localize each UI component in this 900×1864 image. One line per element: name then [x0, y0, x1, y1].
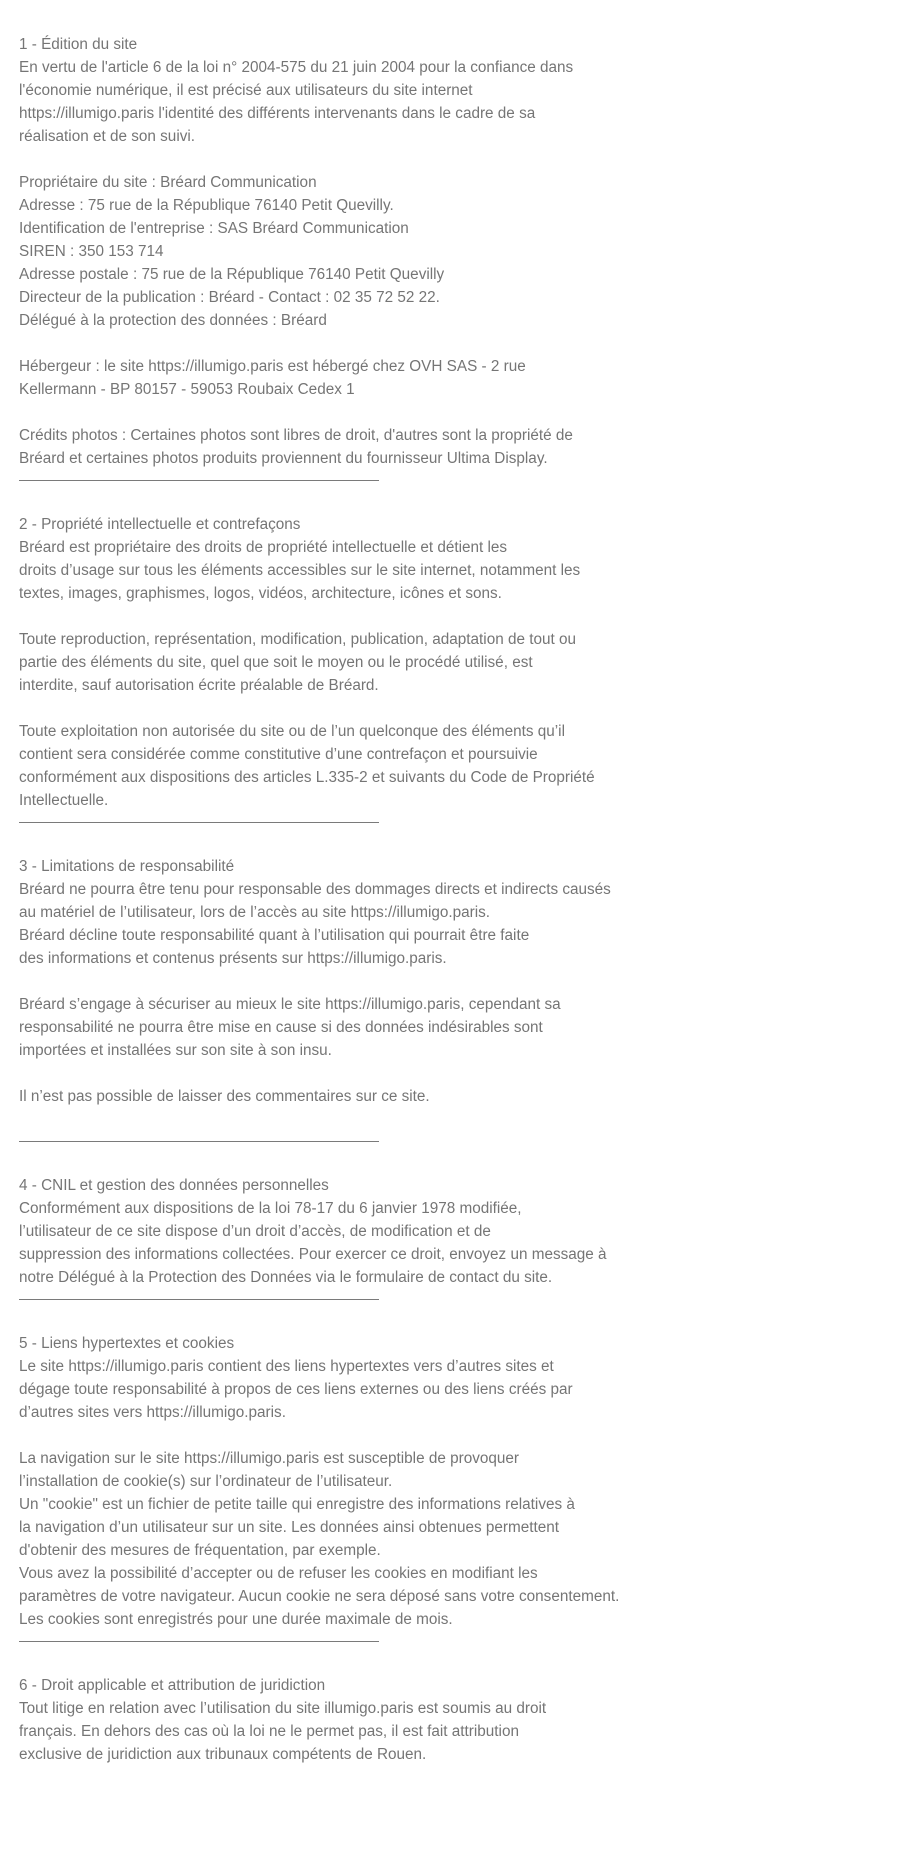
text-line: https://illumigo.paris l'identité des différents intervenants dans le cadre de sa	[19, 105, 536, 122]
section-heading: 3 - Limitations de responsabilité	[19, 858, 235, 875]
text-line: En vertu de l'article 6 de la loi n° 2004-575 du 21 juin 2004 pour la confiance dans	[19, 59, 574, 76]
text-line: l’utilisateur de ce site dispose d’un droit d’accès, de modification et de	[19, 1223, 491, 1240]
text-line: Délégué à la protection des données : Bréard	[19, 312, 327, 329]
text-line: Bréard ne pourra être tenu pour responsable des dommages directs et indirects causés	[19, 881, 611, 898]
text-line: Vous avez la possibilité d’accepter ou de refuser les cookies en modifiant les	[19, 1565, 538, 1582]
section-heading: 5 - Liens hypertextes et cookies	[19, 1335, 235, 1352]
text-line: Adresse : 75 rue de la République 76140 Petit Quevilly.	[19, 197, 394, 214]
paragraph	[19, 878, 879, 970]
text-line: Le site https://illumigo.paris contient des liens hypertextes vers d’autres sites et	[19, 1358, 554, 1375]
section-divider	[19, 480, 379, 481]
paragraph-gap	[19, 697, 879, 720]
text-line: notre Délégué à la Protection des Données via le formulaire de contact du site.	[19, 1269, 553, 1286]
section-heading: 1 - Édition du site	[19, 36, 138, 53]
legal-section-4	[19, 1174, 879, 1289]
legal-section-3	[19, 855, 879, 1131]
paragraph	[19, 171, 879, 332]
text-line: au matériel de l’utilisateur, lors de l’accès au site https://illumigo.paris.	[19, 904, 491, 921]
text-line: La navigation sur le site https://illumigo.paris est susceptible de provoquer	[19, 1450, 519, 1467]
text-line: Intellectuelle.	[19, 792, 109, 809]
section-divider	[19, 1141, 379, 1142]
paragraph	[19, 1697, 879, 1766]
text-line: Bréard décline toute responsabilité quant à l’utilisation qui pourrait être faite	[19, 927, 530, 944]
paragraph	[19, 628, 879, 697]
text-line: Crédits photos : Certaines photos sont libres de droit, d'autres sont la propriété de	[19, 427, 573, 444]
text-line: Toute exploitation non autorisée du site ou de l’un quelconque des éléments qu’il	[19, 723, 565, 740]
text-line: réalisation et de son suivi.	[19, 128, 196, 145]
text-line: Les cookies sont enregistrés pour une durée maximale de mois.	[19, 1611, 453, 1628]
text-line: Kellermann - BP 80157 - 59053 Roubaix Cedex 1	[19, 381, 355, 398]
text-line: Adresse postale : 75 rue de la République 76140 Petit Quevilly	[19, 266, 445, 283]
text-line: Bréard est propriétaire des droits de propriété intellectuelle et détient les	[19, 539, 508, 556]
text-line: textes, images, graphismes, logos, vidéos, architecture, icônes et sons.	[19, 585, 502, 602]
text-line: responsabilité ne pourra être mise en cause si des données indésirables sont	[19, 1019, 543, 1036]
paragraph	[19, 355, 879, 401]
section-heading: 6 - Droit applicable et attribution de juridiction	[19, 1677, 326, 1694]
paragraph	[19, 1447, 879, 1631]
text-line: Bréard s’engage à sécuriser au mieux le site https://illumigo.paris, cependant sa	[19, 996, 561, 1013]
text-line: suppression des informations collectées. Pour exercer ce droit, envoyez un message à	[19, 1246, 607, 1263]
paragraph	[19, 993, 879, 1062]
paragraph	[19, 720, 879, 812]
text-line: Propriétaire du site : Bréard Communication	[19, 174, 317, 191]
legal-section-6	[19, 1674, 879, 1766]
section-divider	[19, 1299, 379, 1300]
text-line: français. En dehors des cas où la loi ne le permet pas, il est fait attribution	[19, 1723, 519, 1740]
legal-section-1	[19, 33, 879, 470]
text-line: exclusive de juridiction aux tribunaux compétents de Rouen.	[19, 1746, 427, 1763]
text-line: des informations et contenus présents sur https://illumigo.paris.	[19, 950, 447, 967]
paragraph-gap	[19, 970, 879, 993]
paragraph	[19, 1355, 879, 1424]
text-line: Identification de l'entreprise : SAS Bréard Communication	[19, 220, 409, 237]
text-line: Toute reproduction, représentation, modification, publication, adaptation de tout ou	[19, 631, 577, 648]
paragraph-gap	[19, 1062, 879, 1085]
text-line: paramètres de votre navigateur. Aucun cookie ne sera déposé sans votre consentement.	[19, 1588, 620, 1605]
paragraph-gap	[19, 148, 879, 171]
text-line: dégage toute responsabilité à propos de ces liens externes ou des liens créés par	[19, 1381, 573, 1398]
text-line: importées et installées sur son site à son insu.	[19, 1042, 332, 1059]
text-line: d'obtenir des mesures de fréquentation, par exemple.	[19, 1542, 381, 1559]
text-line: l’installation de cookie(s) sur l’ordinateur de l’utilisateur.	[19, 1473, 393, 1490]
legal-notice-page	[19, 33, 879, 1766]
section-heading: 2 - Propriété intellectuelle et contrefaçons	[19, 516, 301, 533]
text-line: conformément aux dispositions des articles L.335-2 et suivants du Code de Propriété	[19, 769, 595, 786]
text-line: d’autres sites vers https://illumigo.paris.	[19, 1404, 286, 1421]
text-line: Conformément aux dispositions de la loi 78-17 du 6 janvier 1978 modifiée,	[19, 1200, 522, 1217]
paragraph-gap	[19, 605, 879, 628]
text-line: interdite, sauf autorisation écrite préalable de Bréard.	[19, 677, 379, 694]
paragraph-gap	[19, 1424, 879, 1447]
text-line: partie des éléments du site, quel que soit le moyen ou le procédé utilisé, est	[19, 654, 533, 671]
text-line: Tout litige en relation avec l’utilisation du site illumigo.paris est soumis au droit	[19, 1700, 547, 1717]
paragraph-gap	[19, 401, 879, 424]
text-line: contient sera considérée comme constitutive d’une contrefaçon et poursuivie	[19, 746, 538, 763]
paragraph	[19, 536, 879, 605]
legal-section-5	[19, 1332, 879, 1631]
paragraph	[19, 1197, 879, 1289]
text-line: Directeur de la publication : Bréard - Contact : 02 35 72 52 22.	[19, 289, 440, 306]
paragraph	[19, 424, 879, 470]
paragraph-gap	[19, 1108, 879, 1131]
text-line: Il n’est pas possible de laisser des commentaires sur ce site.	[19, 1088, 430, 1105]
text-line: Un "cookie" est un fichier de petite taille qui enregistre des informations relatives à	[19, 1496, 575, 1513]
text-line: la navigation d’un utilisateur sur un site. Les données ainsi obtenues permettent	[19, 1519, 559, 1536]
paragraph	[19, 1085, 879, 1108]
paragraph	[19, 56, 879, 148]
section-divider	[19, 822, 379, 823]
text-line: l'économie numérique, il est précisé aux utilisateurs du site internet	[19, 82, 473, 99]
text-line: Bréard et certaines photos produits proviennent du fournisseur Ultima Display.	[19, 450, 548, 467]
text-line: SIREN : 350 153 714	[19, 243, 164, 260]
text-line: droits d’usage sur tous les éléments accessibles sur le site internet, notamment les	[19, 562, 581, 579]
paragraph-gap	[19, 332, 879, 355]
text-line: Hébergeur : le site https://illumigo.paris est hébergé chez OVH SAS - 2 rue	[19, 358, 526, 375]
section-heading: 4 - CNIL et gestion des données personnelles	[19, 1177, 329, 1194]
legal-section-2	[19, 513, 879, 812]
section-divider	[19, 1641, 379, 1642]
